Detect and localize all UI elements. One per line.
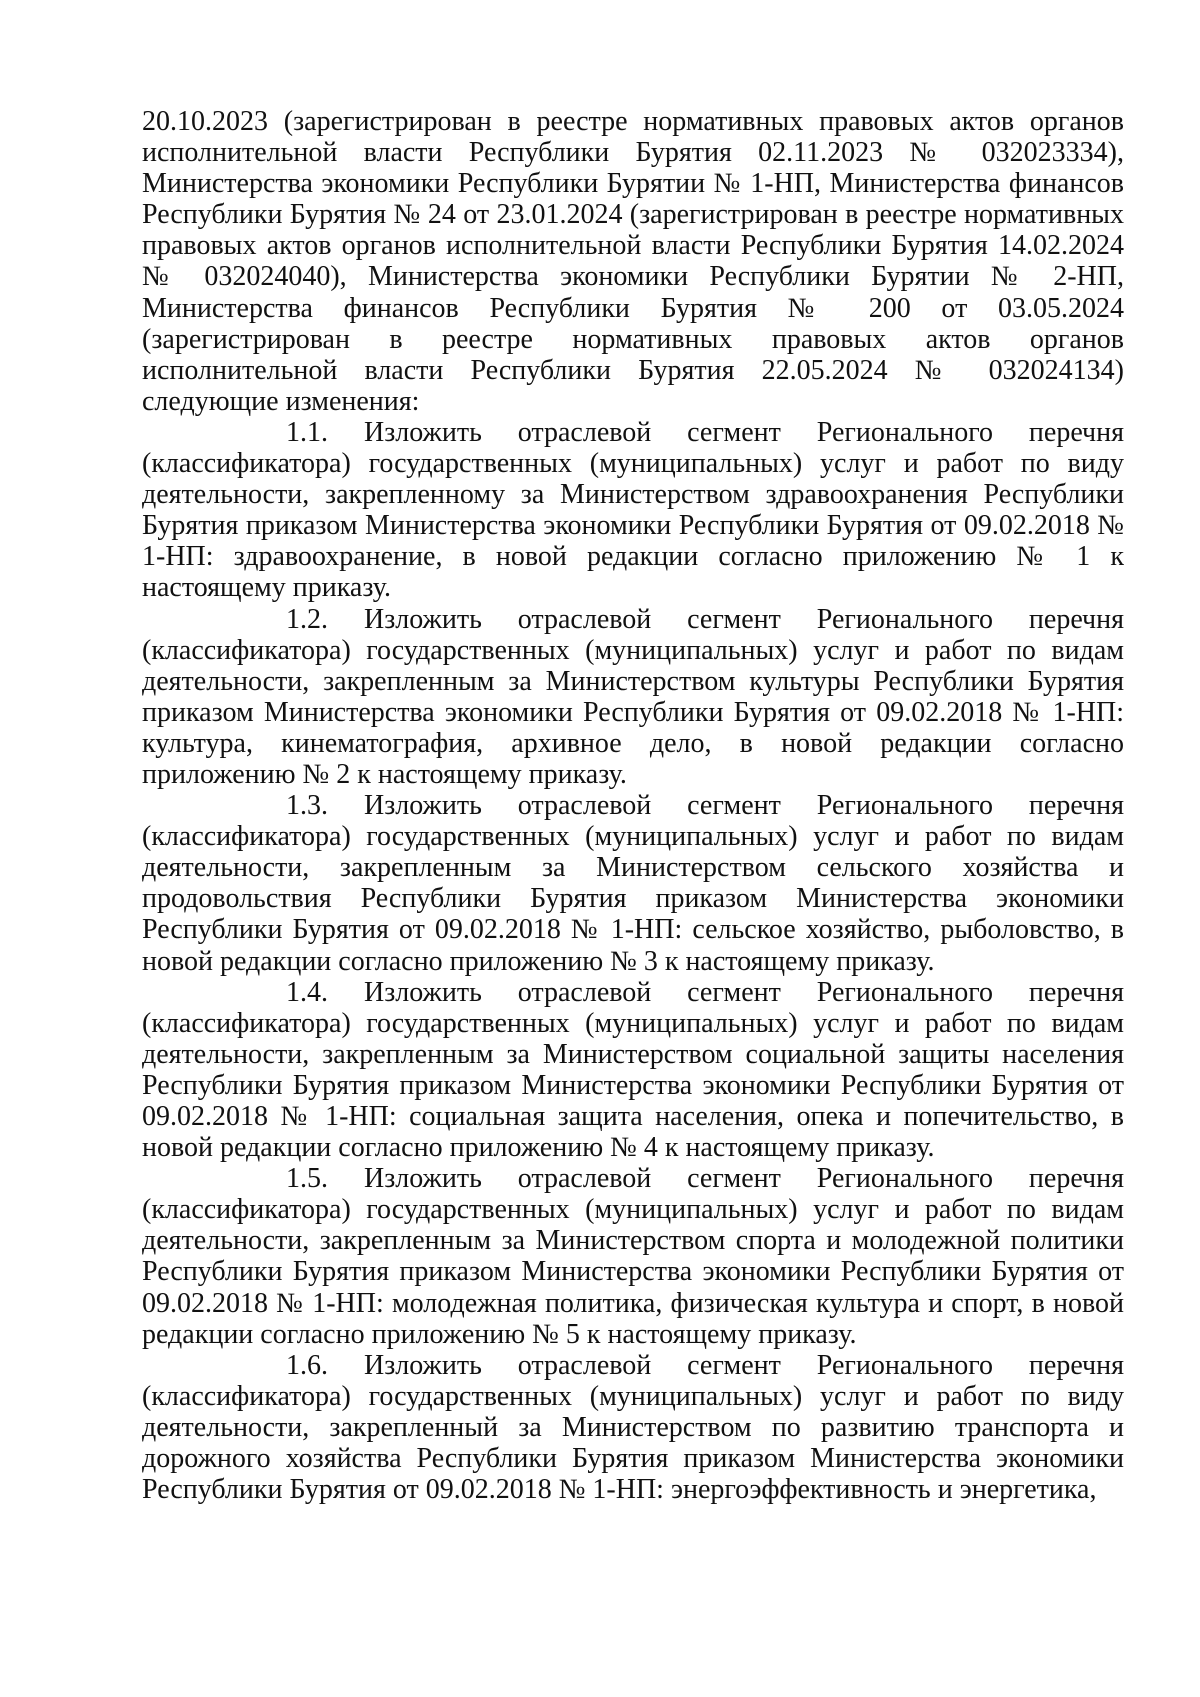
clause-number: 1.4. <box>286 976 328 1008</box>
clause-1-1 <box>142 417 1124 604</box>
clause-1-3 <box>142 790 1124 977</box>
clause-text: Изложить отраслевой сегмент Регионального перечня (классификатора) государственных (муниципальных) услуг и работ по видам деятельности, закрепленным за Министерством культуры Республики Бурятия приказом Министерства экономики Республики Бурятия от 09.02.2018 № 1-НП: культура, кинематография, архивное дело, в новой редакции согласно приложению № 2 к настоящему приказу. <box>142 603 1124 790</box>
clause-1-4 <box>142 977 1124 1164</box>
clause-number: 1.6. <box>286 1349 328 1381</box>
clause-text: Изложить отраслевой сегмент Регионального перечня (классификатора) государственных (муниципальных) услуг и работ по видам деятельности, закрепленным за Министерством спорта и молодежной политики Республики Бурятия приказом Министерства экономики Республики Бурятия от 09.02.2018 № 1-НП: молодежная политика, физическая культура и спорт, в новой редакции согласно приложению № 5 к настоящему приказу. <box>142 1163 1124 1350</box>
intro-paragraph: 20.10.2023 (зарегистрирован в реестре нормативных правовых актов органов исполнительной власти Республики Бурятия 02.11.2023 № 032023334), Министерства экономики Республики Бурятии № 1-НП, Министерства финансов Республики Бурятия № 24 от 23.01.2024 (зарегистрирован в реестре нормативных правовых актов органов исполнительной власти Республики Бурятия 14.02.2024 № 032024040), Министерства экономики Республики Бурятии № 2-НП, Министерства финансов Республики Бурятия № 200 от 03.05.2024 (зарегистрирован в реестре нормативных правовых актов органов исполнительной власти Республики Бурятия 22.05.2024 № 032024134) следующие изменения: <box>142 106 1124 417</box>
clause-number: 1.5. <box>286 1163 328 1195</box>
clause-number: 1.3. <box>286 790 328 822</box>
clause-text: Изложить отраслевой сегмент Регионального перечня (классификатора) государственных (муниципальных) услуг и работ по видам деятельности, закрепленным за Министерством сельского хозяйства и продовольствия Республики Бурятия приказом Министерства экономики Республики Бурятия от 09.02.2018 № 1-НП: сельское хозяйство, рыболовство, в новой редакции согласно приложению № 3 к настоящему приказу. <box>142 790 1124 977</box>
document-body <box>142 106 1124 1505</box>
clause-text: Изложить отраслевой сегмент Регионального перечня (классификатора) государственных (муниципальных) услуг и работ по виду деятельности, закрепленному за Министерством здравоохранения Республики Бурятия приказом Министерства экономики Республики Бурятия от 09.02.2018 № 1-НП: здравоохранение, в новой редакции согласно приложению № 1 к настоящему приказу. <box>142 416 1124 604</box>
clause-text: Изложить отраслевой сегмент Регионального перечня (классификатора) государственных (муниципальных) услуг и работ по видам деятельности, закрепленным за Министерством социальной защиты населения Республики Бурятия приказом Министерства экономики Республики Бурятия от 09.02.2018 № 1-НП: социальная защита населения, опека и попечительство, в новой редакции согласно приложению № 4 к настоящему приказу. <box>142 976 1124 1164</box>
clause-1-5 <box>142 1163 1124 1350</box>
clause-number: 1.2. <box>286 603 328 635</box>
clause-1-6 <box>142 1350 1124 1505</box>
clause-text: Изложить отраслевой сегмент Регионального перечня (классификатора) государственных (муниципальных) услуг и работ по виду деятельности, закрепленный за Министерством по развитию транспорта и дорожного хозяйства Республики Бурятия приказом Министерства экономики Республики Бурятия от 09.02.2018 № 1-НП: энергоэффективность и энергетика, <box>142 1349 1124 1506</box>
clause-1-2 <box>142 604 1124 791</box>
clause-number: 1.1. <box>286 416 328 448</box>
